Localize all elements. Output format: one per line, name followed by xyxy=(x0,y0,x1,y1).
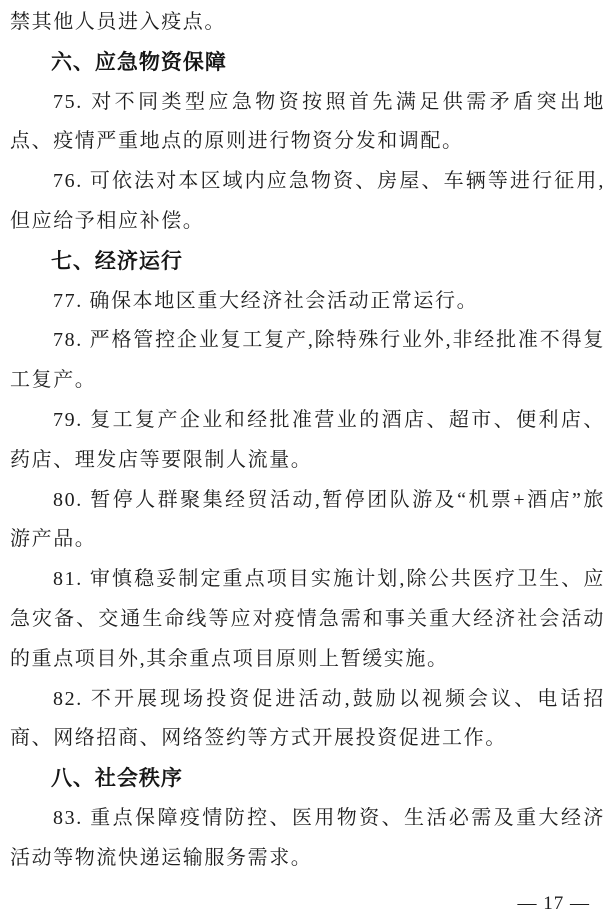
document-paragraph-82: 82. 不开展现场投资促进活动,鼓励以视频会议、电话招商、网络招商、网络签约等方式开展投资促进工作。 xyxy=(10,687,605,750)
section-heading-emergency-supplies: 六、应急物资保障 xyxy=(50,50,227,74)
document-paragraph-79: 79. 复工复产企业和经批准营业的酒店、超市、便利店、药店、理发店等要限制人流量。 xyxy=(10,408,605,471)
section-heading-social-order: 八、社会秩序 xyxy=(50,767,183,791)
continuation-line: 禁其他人员进入疫点。 xyxy=(10,11,226,33)
document-paragraph-77: 77. 确保本地区重大经济社会活动正常运行。 xyxy=(53,289,479,312)
document-paragraph-75: 75. 对不同类型应急物资按照首先满足供需矛盾突出地点、疫情严重地点的原则进行物资分发和调配。 xyxy=(10,90,605,153)
document-paragraph-80: 80. 暂停人群聚集经贸活动,暂停团队游及“机票+酒店”旅游产品。 xyxy=(10,488,605,551)
document-paragraph-81: 81. 审慎稳妥制定重点项目实施计划,除公共医疗卫生、应急灾备、交通生命线等应对疫情急需和事关重大经济社会活动的重点项目外,其余重点项目原则上暂缓实施。 xyxy=(10,568,605,670)
document-paragraph-83: 83. 重点保障疫情防控、医用物资、生活必需及重大经济活动等物流快递运输服务需求。 xyxy=(10,806,605,869)
page-number: — 17 — xyxy=(517,893,590,914)
section-heading-economic-operation: 七、经济运行 xyxy=(50,249,183,273)
document-paragraph-78: 78. 严格管控企业复工复产,除特殊行业外,非经批准不得复工复产。 xyxy=(10,329,605,392)
document-paragraph-76: 76. 可依法对本区域内应急物资、房屋、车辆等进行征用,但应给予相应补偿。 xyxy=(10,170,605,232)
